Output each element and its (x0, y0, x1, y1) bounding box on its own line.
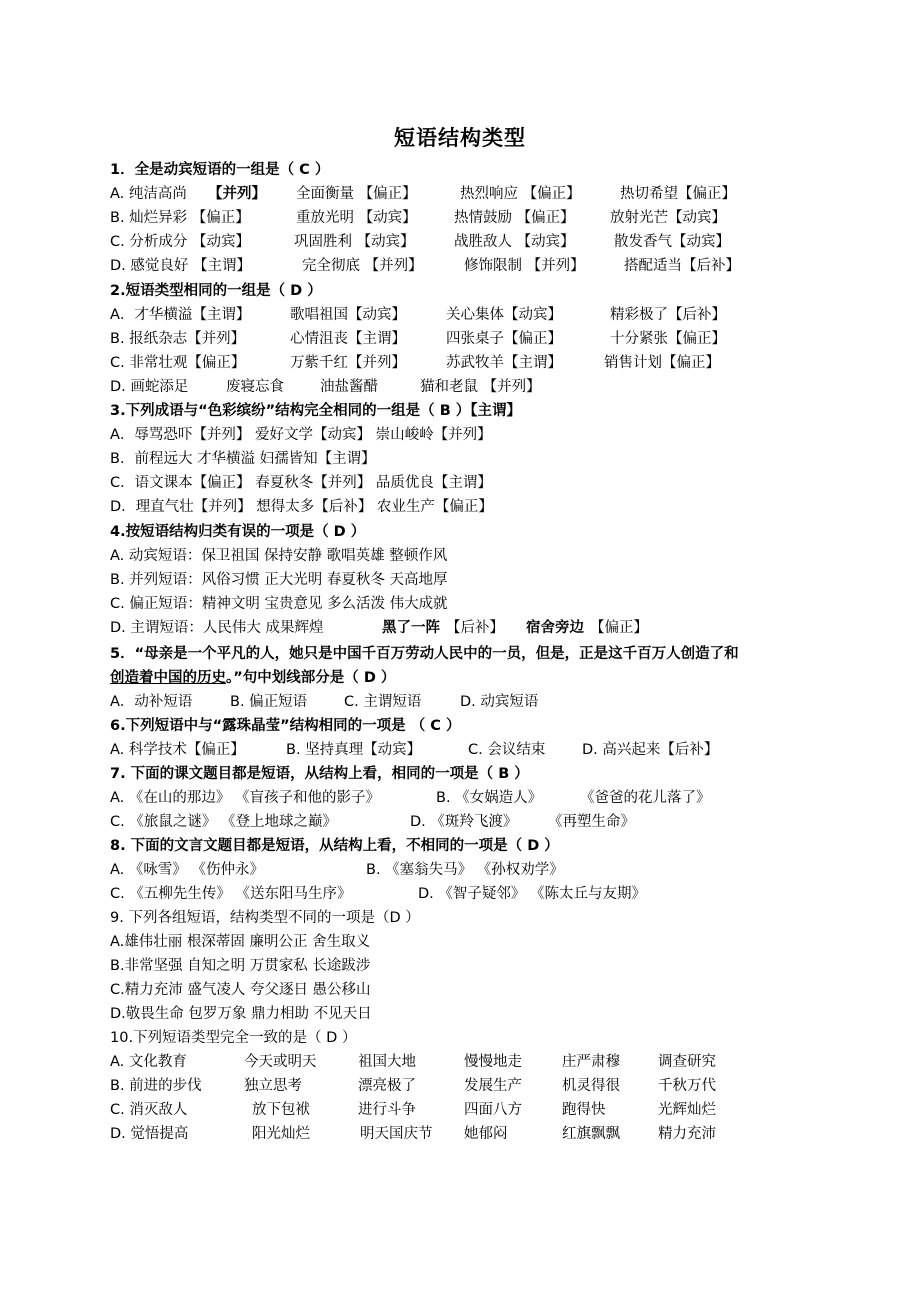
option-d: D. 动宾短语 (460, 694, 539, 710)
cell: A. 文化教育 (110, 1054, 187, 1070)
cell: 独立思考 (244, 1078, 302, 1094)
cell: 四面八方 (464, 1102, 522, 1118)
option-text: D. 感觉良好 【主谓】 (110, 258, 251, 274)
option-text: C. 非常壮观【偏正】 (110, 355, 246, 371)
question-4-stem: 4.按短语结构归类有误的一项是（ D ） (110, 524, 366, 540)
cell: 放下包袱 (252, 1102, 310, 1118)
question-10-stem: 10.下列短语类型完全一致的是（ D ） (110, 1030, 357, 1046)
option-text: 关心集体【动宾】 (446, 307, 562, 323)
question-3-option-d: D．理直气壮【并列】 想得太多【后补】 农业生产【偏正】 (110, 499, 493, 515)
cell: 进行斗争 (358, 1102, 416, 1118)
option-text: 放射光芒【动宾】 (610, 210, 726, 226)
option-tag: 【偏正】 (590, 620, 648, 636)
option-text: 十分紧张【偏正】 (610, 331, 726, 347)
question-9-option-a: A.雄伟壮丽 根深蒂固 廉明公正 舍生取义 (110, 934, 371, 950)
option-text: A．才华横溢【主谓】 (110, 307, 251, 323)
option-text: 心情沮丧【主谓】 (290, 331, 406, 347)
option-d: D. 高兴起来【后补】 (582, 742, 719, 758)
option-text: 修饰限制 【并列】 (464, 258, 585, 274)
option-c: C. 会议结束 (468, 742, 546, 758)
option-text: 热烈响应 【偏正】 (460, 186, 581, 202)
question-9-option-d: D.敬畏生命 包罗万象 鼎力相助 不见天日 (110, 1006, 372, 1022)
option-text: 完全彻底 【并列】 (302, 258, 423, 274)
question-7-stem: 7. 下面的课文题目都是短语，从结构上看，相同的一项是（ B ） (110, 766, 529, 782)
option-text: 散发香气【动宾】 (614, 234, 730, 250)
option-text: B. 灿烂异彩 【偏正】 (110, 210, 250, 226)
question-9-stem: 9. 下列各组短语，结构类型不同的一项是（D ） (110, 910, 420, 926)
option-d: D. 《斑羚飞渡》 (410, 814, 518, 830)
cell: 她郁闷 (464, 1126, 508, 1142)
option-text: 精彩极了【后补】 (610, 307, 726, 323)
option-text: 战胜敌人 【动宾】 (454, 234, 575, 250)
underlined-phrase: 创造着中国的历史 (110, 670, 226, 686)
option-text: D. 画蛇添足 (110, 379, 189, 395)
option-text: C. 分析成分 【动宾】 (110, 234, 250, 250)
option-text: 全面衡量 【偏正】 (296, 186, 417, 202)
option-c: C. 主谓短语 (344, 694, 422, 710)
option-text: 苏武牧羊【主谓】 (446, 355, 562, 371)
cell: C. 消灭敌人 (110, 1102, 188, 1118)
question-9-option-c: C.精力充沛 盛气凌人 夸父逐日 愚公移山 (110, 982, 371, 998)
option-a: A．动补短语 (110, 694, 193, 710)
page-title: 短语结构类型 (394, 126, 526, 150)
cell: 慢慢地走 (464, 1054, 522, 1070)
option-d-second: 《再塑生命》 (548, 814, 635, 830)
cell: 祖国大地 (358, 1054, 416, 1070)
option-text: 歌唱祖国【动宾】 (290, 307, 406, 323)
option-text: 热情鼓励 【偏正】 (454, 210, 575, 226)
question-3-option-a: A．辱骂恐吓【并列】 爱好文学【动宾】 崇山峻岭【并列】 (110, 427, 492, 443)
option-b: B. 《塞翁失马》 《孙权劝学》 (366, 862, 564, 878)
option-a: A. 《咏雪》 《伤仲永》 (110, 862, 264, 878)
cell: 红旗飘飘 (562, 1126, 620, 1142)
question-5-stem-tail: 。”句中划线部分是（ D ） (226, 670, 396, 686)
option-a: A. 《在山的那边》 《盲孩子和他的影子》 (110, 790, 380, 806)
cell: 光辉灿烂 (658, 1102, 716, 1118)
option-c: C. 《五柳先生传》 《送东阳马生序》 (110, 886, 352, 902)
option-text: B. 报纸杂志【并列】 (110, 331, 246, 347)
option-text: 重放光明 【动宾】 (296, 210, 417, 226)
question-3-option-b: B．前程远大 才华横溢 妇孺皆知【主谓】 (110, 451, 376, 467)
cell: 机灵得很 (562, 1078, 620, 1094)
option-text: A. 纯洁高尚 (110, 186, 187, 202)
cell: 跑得快 (562, 1102, 606, 1118)
question-5-stem-line2 (110, 666, 395, 690)
cell: 庄严肃穆 (562, 1054, 620, 1070)
option-b-second: 《爸爸的花儿落了》 (580, 790, 711, 806)
cell: 今天或明天 (244, 1054, 317, 1070)
option-d: D. 《智子疑邻》 《陈太丘与友期》 (418, 886, 646, 902)
option-tag: 【并列】 (208, 186, 266, 202)
cell: 漂亮极了 (358, 1078, 416, 1094)
option-c: C. 《旅鼠之谜》 《登上地球之巅》 (110, 814, 337, 830)
question-3-option-c: C．语文课本【偏正】 春夏秋冬【并列】 品质优良【主谓】 (110, 475, 492, 491)
option-text: 四张桌子【偏正】 (446, 331, 562, 347)
option-b: B. 偏正短语 (230, 694, 308, 710)
option-text: 废寝忘食 (226, 379, 284, 395)
option-text: 热切希望【偏正】 (620, 186, 736, 202)
option-b: B. 坚持真理【动宾】 (286, 742, 422, 758)
option-text: 万紫千红【并列】 (290, 355, 406, 371)
question-6-stem: 6.下列短语中与“露珠晶莹”结构相同的一项是 （ C ） (110, 718, 461, 734)
question-4-option-c: C. 偏正短语：精神文明 宝贵意见 多么活泼 伟大成就 (110, 596, 448, 612)
question-8-stem: 8. 下面的文言文题目都是短语，从结构上看，不相同的一项是（ D ） (110, 838, 559, 854)
option-text: 猫和老鼠 【并列】 (420, 379, 541, 395)
option-text: 巩固胜利 【动宾】 (294, 234, 415, 250)
cell: B. 前进的步伐 (110, 1078, 202, 1094)
question-9-option-b: B.非常坚强 自知之明 万贯家私 长途跋涉 (110, 958, 371, 974)
cell: D. 觉悟提高 (110, 1126, 189, 1142)
cell: 精力充沛 (658, 1126, 716, 1142)
option-a: A. 科学技术【偏正】 (110, 742, 245, 758)
option-text: 黑了一阵 (382, 620, 440, 636)
option-text: 搭配适当【后补】 (624, 258, 740, 274)
question-3-stem: 3.下列成语与“色彩缤纷”结构完全相同的一组是（ B ）【主谓】 (110, 403, 522, 419)
cell: 调查研究 (658, 1054, 716, 1070)
cell: 明天国庆节 (360, 1126, 433, 1142)
question-5-stem-line1: 5．“母亲是一个平凡的人，她只是中国千百万劳动人民中的一员，但是，正是这千百万人创造了和 (110, 646, 739, 662)
option-text: D. 主谓短语：人民伟大 成果辉煌 (110, 620, 324, 636)
option-text: 销售计划【偏正】 (604, 355, 720, 371)
cell: 千秋万代 (658, 1078, 716, 1094)
option-tag: 【后补】 (446, 620, 504, 636)
cell: 发展生产 (464, 1078, 522, 1094)
question-2-stem: 2.短语类型相同的一组是（ D ） (110, 283, 322, 299)
option-text: 宿舍旁边 (526, 620, 584, 636)
question-1-stem: 1．全是动宾短语的一组是（ C ） (110, 162, 330, 178)
cell: 阳光灿烂 (252, 1126, 310, 1142)
option-b: B. 《女娲造人》 (436, 790, 543, 806)
question-4-option-a: A. 动宾短语：保卫祖国 保持安静 歌唱英雄 整顿作风 (110, 548, 448, 564)
option-text: 油盐酱醋 (320, 379, 378, 395)
question-4-option-b: B. 并列短语：风俗习惯 正大光明 春夏秋冬 天高地厚 (110, 572, 448, 588)
